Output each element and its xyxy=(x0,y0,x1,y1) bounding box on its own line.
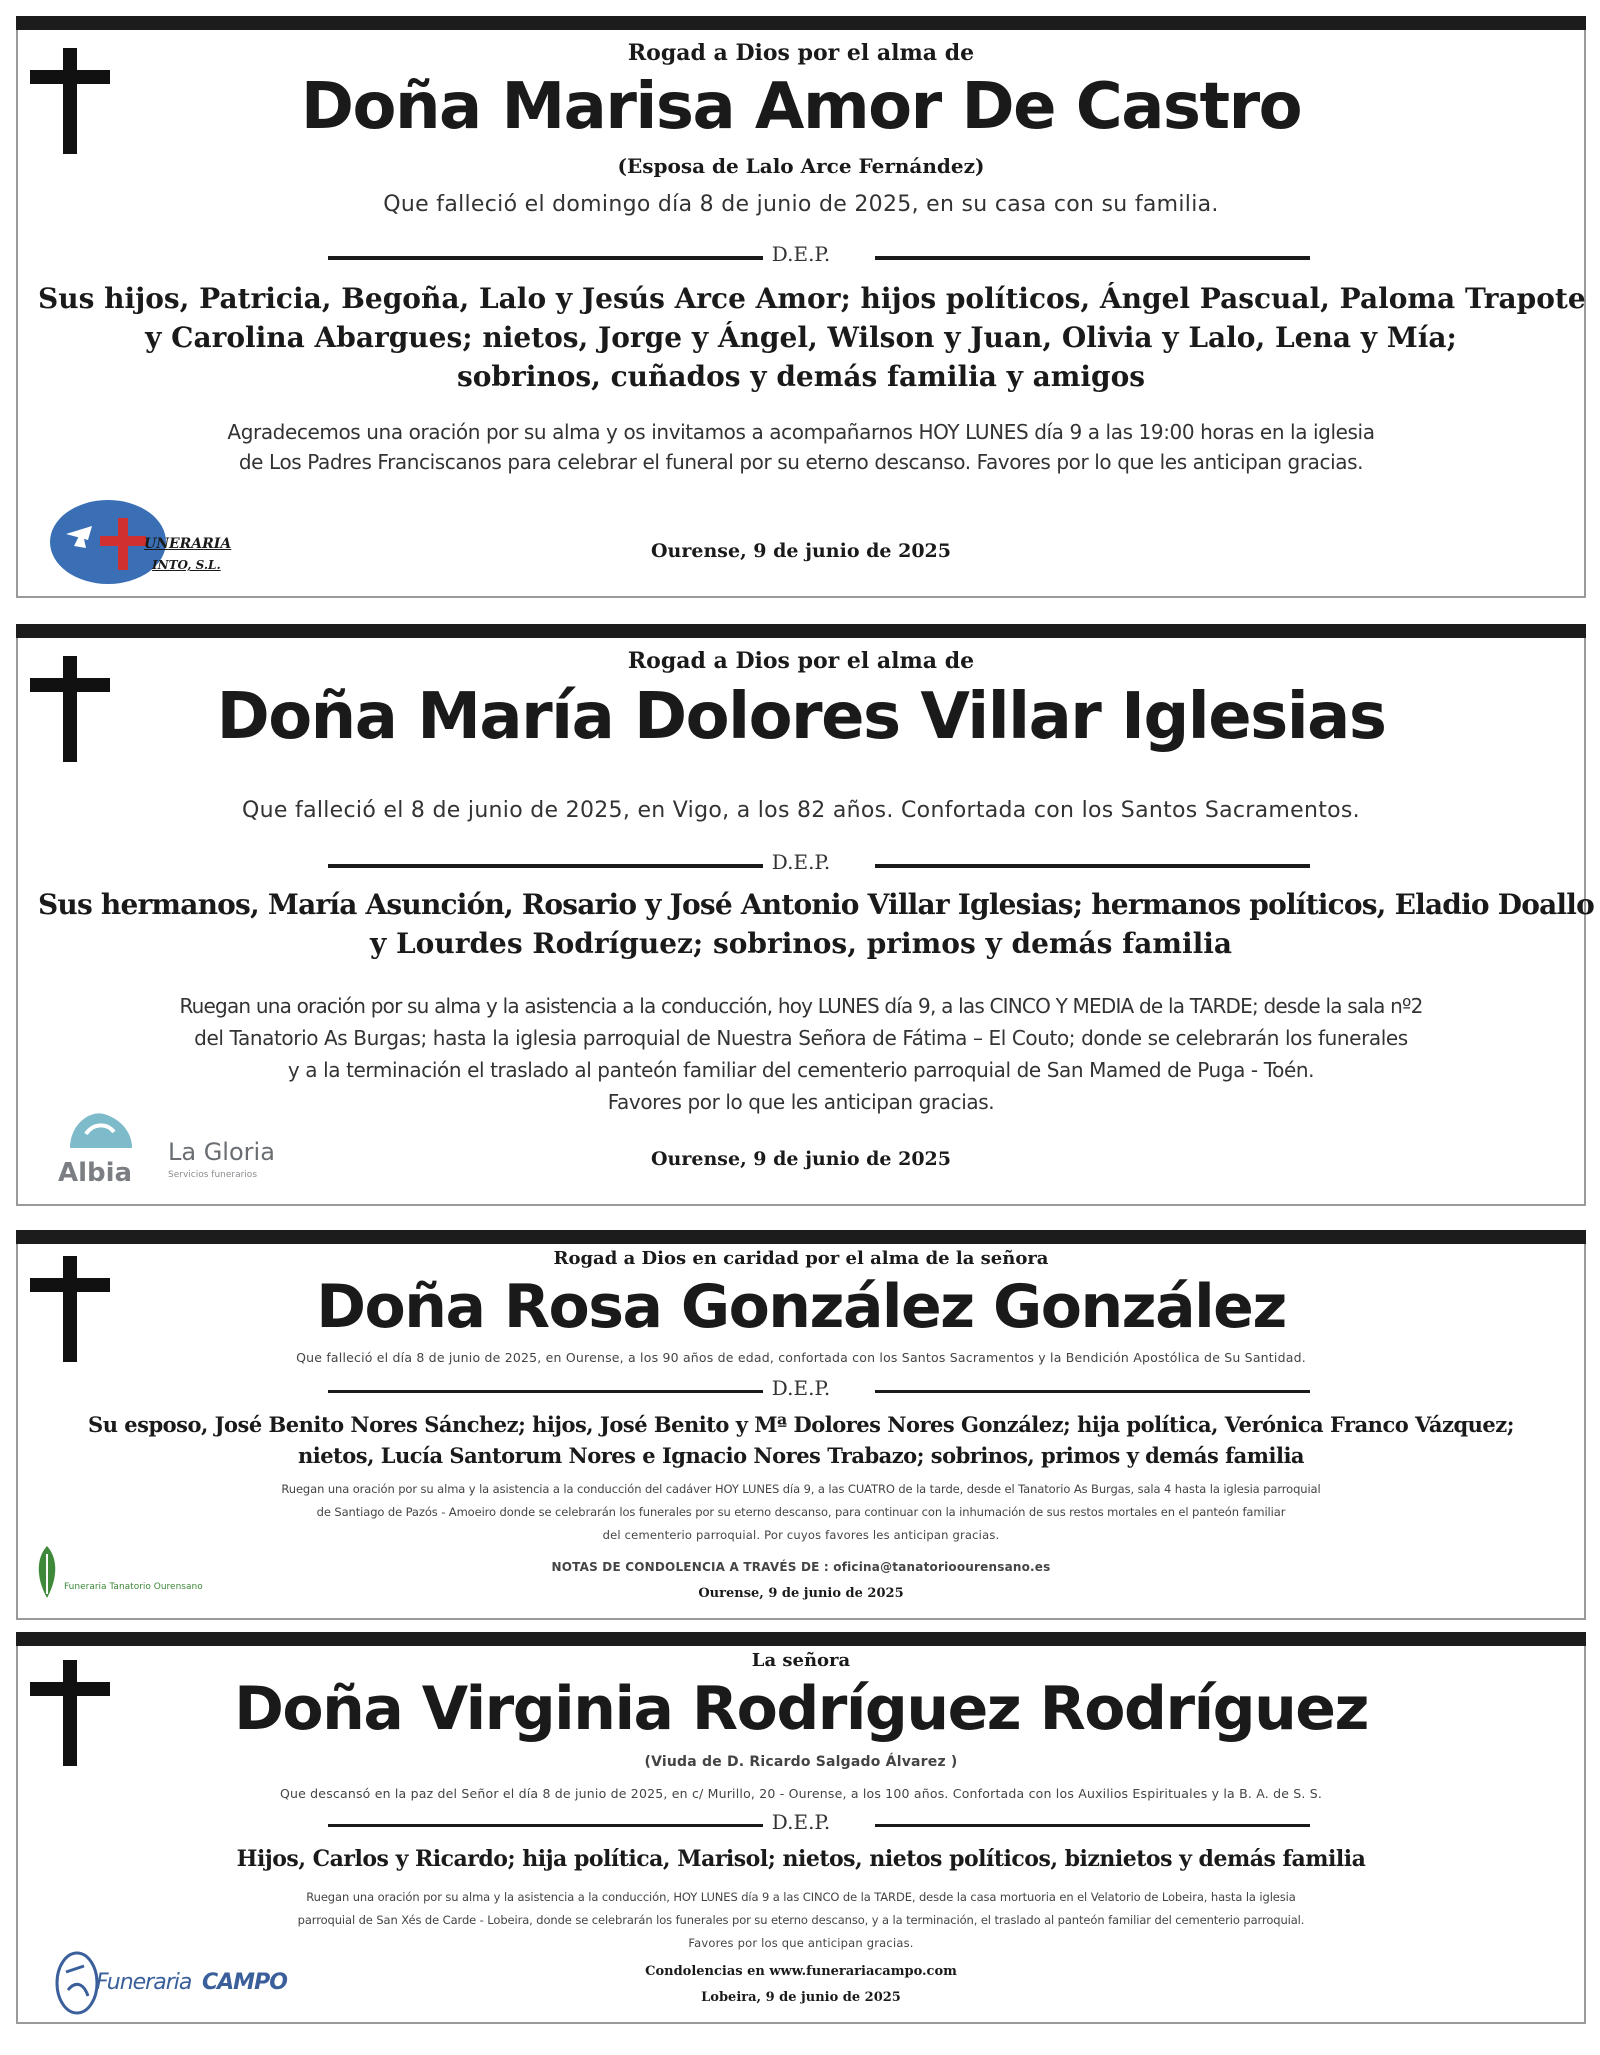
death-announcement: Que falleció el día 8 de junio de 2025, en Ourense, a los 90 años de edad, confortada con los Santos Sacramentos y la Bendición Apostólica de Su Santidad. xyxy=(296,1350,1306,1365)
family-line: Sus hermanos, María Asunción, Rosario y José Antonio Villar Iglesias; hermanos políticos, Eladio Doallo xyxy=(38,888,1594,921)
place-date: Ourense, 9 de junio de 2025 xyxy=(651,1148,951,1170)
logo-text: Funeraria Tanatorio Ourensano xyxy=(64,1582,203,1592)
family-line: Hijos, Carlos y Ricardo; hija política, Marisol; nietos, nietos políticos, biznietos y demás familia xyxy=(236,1846,1366,1872)
invitation-line: Ruegan una oración por su alma y la asistencia a la conducción, hoy LUNES día 9, a las CINCO Y MEDIA de la TARDE; desde la sala nº2 xyxy=(179,994,1423,1018)
invitation-line: y a la terminación el traslado al panteón familiar del cementerio parroquial de San Mamed de Puga - Toén. xyxy=(287,1058,1315,1082)
dep-text: D.E.P. xyxy=(771,242,831,266)
la-gloria-name: La Gloria xyxy=(168,1138,275,1166)
invitation-line: Agradecemos una oración por su alma y os invitamos a acompañarnos HOY LUNES día 9 a las 19:00 horas en la iglesia xyxy=(227,420,1375,444)
notice-top-bar xyxy=(16,624,1586,638)
notice-preamble: Rogad a Dios por el alma de xyxy=(627,648,975,674)
obituary-notice-1 xyxy=(16,16,1586,598)
obituary-notice-3 xyxy=(16,1230,1586,1620)
dep-divider xyxy=(38,242,1564,272)
invitation-line: del cementerio parroquial. Por cuyos favores les anticipan gracias. xyxy=(602,1528,1000,1542)
invitation-line: del Tanatorio As Burgas; hasta la iglesia parroquial de Nuestra Señora de Fátima – El Couto; donde se celebrarán los funerales xyxy=(194,1026,1408,1050)
invitation-line: Favores por lo que les anticipan gracias. xyxy=(607,1090,995,1114)
dep-divider xyxy=(38,1810,1564,1840)
condolence-notes: Condolencias en www.funerariacampo.com xyxy=(645,1964,957,1979)
family-line: y Lourdes Rodríguez; sobrinos, primos y demás familia xyxy=(369,927,1233,960)
place-date: Ourense, 9 de junio de 2025 xyxy=(651,540,951,562)
invitation-line: de Santiago de Pazós - Amoeiro donde se celebrarán los funerales por su eterno descanso, para continuar con la inhumación de sus restos mortales en el panteón familiar xyxy=(316,1505,1286,1519)
invitation-line: Ruegan una oración por su alma y la asistencia a la conducción del cadáver HOY LUNES día 9, a las CUATRO de la tarde, desde el Tanatorio As Burgas, sala 4 hasta la iglesia parroquial xyxy=(281,1482,1321,1496)
funeraria-campo-logo xyxy=(54,1950,287,2020)
albia-brand: Albia xyxy=(58,1158,133,1188)
family-line: nietos, Lucía Santorum Nores e Ignacio Nores Trabazo; sobrinos, primos y demás familia xyxy=(297,1443,1305,1468)
invitation-line: parroquial de San Xés de Carde - Lobeira, donde se celebrarán los funerales por su eterno descanso, y a la terminación, el traslado al panteón familiar del cementerio parroquial. xyxy=(297,1913,1305,1927)
notice-subtitle: (Esposa de Lalo Arce Fernández) xyxy=(617,154,985,178)
la-gloria-tag: Servicios funerarios xyxy=(168,1170,258,1180)
family-line: sobrinos, cuñados y demás familia y amigos xyxy=(456,360,1146,393)
dep-text: D.E.P. xyxy=(771,1810,831,1834)
deceased-name: Doña Marisa Amor De Castro xyxy=(300,70,1302,144)
notice-top-bar xyxy=(16,1230,1586,1244)
notice-top-bar xyxy=(16,16,1586,30)
deceased-name: Doña Rosa González González xyxy=(316,1272,1286,1342)
dep-text: D.E.P. xyxy=(771,850,831,874)
invitation-line: Favores por los que anticipan gracias. xyxy=(688,1936,914,1950)
dep-text: D.E.P. xyxy=(771,1376,831,1400)
notice-preamble: Rogad a Dios por el alma de xyxy=(627,40,975,66)
logo-name: CAMPO xyxy=(202,1970,287,1995)
notice-preamble: Rogad a Dios en caridad por el alma de la señora xyxy=(553,1248,1049,1269)
obituary-notice-2 xyxy=(16,624,1594,1206)
notice-subtitle: (Viuda de D. Ricardo Salgado Álvarez ) xyxy=(644,1754,958,1770)
logo-brand: Funeraria xyxy=(96,1970,192,1995)
notice-top-bar xyxy=(16,1632,1586,1646)
dep-divider xyxy=(38,1376,1564,1406)
condolence-notes: NOTAS DE CONDOLENCIA A TRAVÉS DE : oficina@tanatorioourensano.es xyxy=(551,1560,1051,1574)
family-line: y Carolina Abargues; nietos, Jorge y Ángel, Wilson y Juan, Olivia y Lalo, Lena y Mía; xyxy=(145,321,1457,354)
logo-text: UNERARIA xyxy=(144,536,232,552)
death-announcement: Que falleció el 8 de junio de 2025, en Vigo, a los 82 años. Confortada con los Santos Sacramentos. xyxy=(242,798,1360,823)
logo-text: INTO, S.L. xyxy=(152,558,221,572)
death-announcement: Que falleció el domingo día 8 de junio de 2025, en su casa con su familia. xyxy=(383,192,1219,217)
death-announcement: Que descansó en la paz del Señor el día 8 de junio de 2025, en c/ Murillo, 20 - Ourense, a los 100 años. Confortada con los Auxilios Espirituales y la B. A. de S. S. xyxy=(279,1786,1323,1801)
deceased-name: Doña Virginia Rodríguez Rodríguez xyxy=(234,1674,1368,1744)
invitation-line: Ruegan una oración por su alma y la asistencia a la conducción, HOY LUNES día 9 a las CINCO de la TARDE, desde la casa mortuoria en el Velatorio de Lobeira, hasta la iglesia xyxy=(306,1890,1296,1904)
place-date: Lobeira, 9 de junio de 2025 xyxy=(701,1990,901,2005)
invitation-line: de Los Padres Franciscanos para celebrar el funeral por su eterno descanso. Favores por lo que les anticipan gracias. xyxy=(238,450,1364,474)
family-line: Su esposo, José Benito Nores Sánchez; hijos, José Benito y Mª Dolores Nores González; hija política, Verónica Franco Vázquez; xyxy=(88,1412,1514,1437)
place-date: Ourense, 9 de junio de 2025 xyxy=(698,1586,904,1601)
deceased-name: Doña María Dolores Villar Iglesias xyxy=(216,680,1386,754)
obituary-notice-4 xyxy=(16,1632,1586,2024)
notice-preamble: La señora xyxy=(751,1650,851,1671)
family-line: Sus hijos, Patricia, Begoña, Lalo y Jesús Arce Amor; hijos políticos, Ángel Pascual, Paloma Trapote xyxy=(38,282,1586,315)
dep-divider xyxy=(38,850,1564,880)
